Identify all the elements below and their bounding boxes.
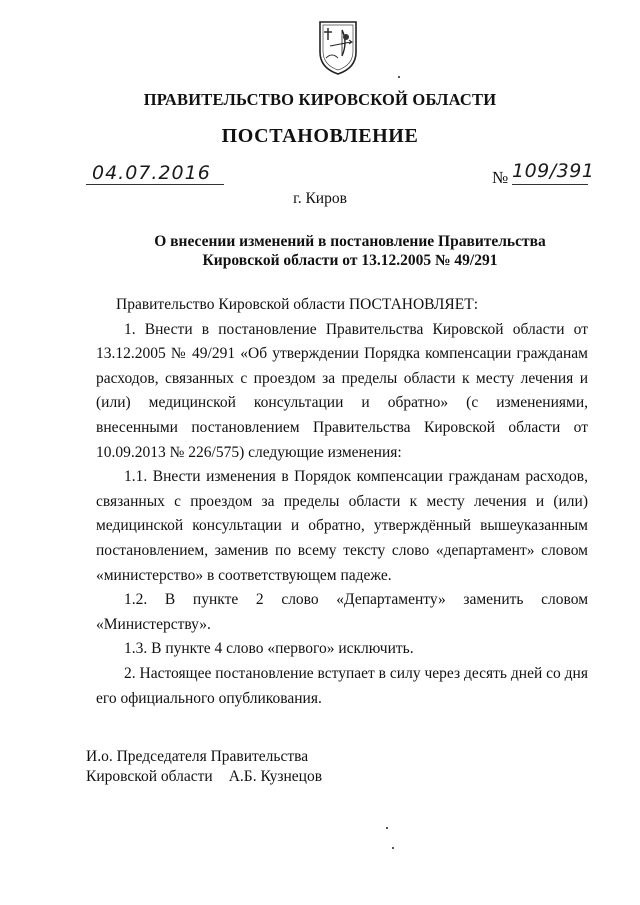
clause-1: 1. Внести в постановление Правительства Кировской области от 13.12.2005 № 49/291 «Об утверждении Порядка компенсации гражданам расходов, связанных с проездом за пределы области к месту лечения и (или) медицинской консультации и обратно» (с изменениями, внесенными постановлением Правительства Кировской области от 10.09.2013 № 226/575) следующие изменения: [96,320,588,461]
registration-number: 109/391 [512,160,595,182]
number-label: № [492,168,509,187]
preamble: Правительство Кировской области ПОСТАНОВЛЯЕТ: [116,296,479,313]
clause-2: 2. Настоящее постановление вступает в силу через десять дней со дня его официального опубликования. [96,664,588,707]
clause-1-3: 1.3. В пункте 4 слово «первого» исключить. [124,640,414,658]
scan-speck [398,76,400,78]
signatory-position-line-2 [86,767,322,787]
subject-line-1: О внесении изменений в постановление Правительства [154,233,546,250]
signatory-region: Кировской области [86,768,213,785]
clause-1-1: 1.1. Внести изменения в Порядок компенсации гражданам расходов, связанных с проездом за пределы области к месту лечения и (или) медицинской консультации и обратно, утверждённый вышеуказанным постановлением, заменив по всему тексту слово «департамент» словом «министерство» в соответствующем падеже. [96,468,588,584]
signature-block [86,747,322,787]
signatory-position-line-1: И.о. Председателя Правительства [86,748,309,765]
signatory-name: А.Б. Кузнецов [228,768,323,785]
document-body [96,293,588,711]
scan-speck [386,827,388,829]
document-subject [140,232,560,270]
registration-date: 04.07.2016 [92,162,211,184]
government-name: ПРАВИТЕЛЬСТВО КИРОВСКОЙ ОБЛАСТИ [143,90,497,109]
clause-1-2: 1.2. В пункте 2 слово «Департаменту» заменить словом «Министерству». [96,591,588,633]
coat-of-arms-icon [314,18,362,76]
date-underline [86,184,224,185]
subject-line-2: Кировской области от 13.12.2005 № 49/291 [202,252,498,269]
city-name: г. Киров [293,190,347,207]
number-underline [512,184,588,185]
document-type-title: ПОСТАНОВЛЕНИЕ [221,125,419,147]
scan-speck [392,847,394,849]
